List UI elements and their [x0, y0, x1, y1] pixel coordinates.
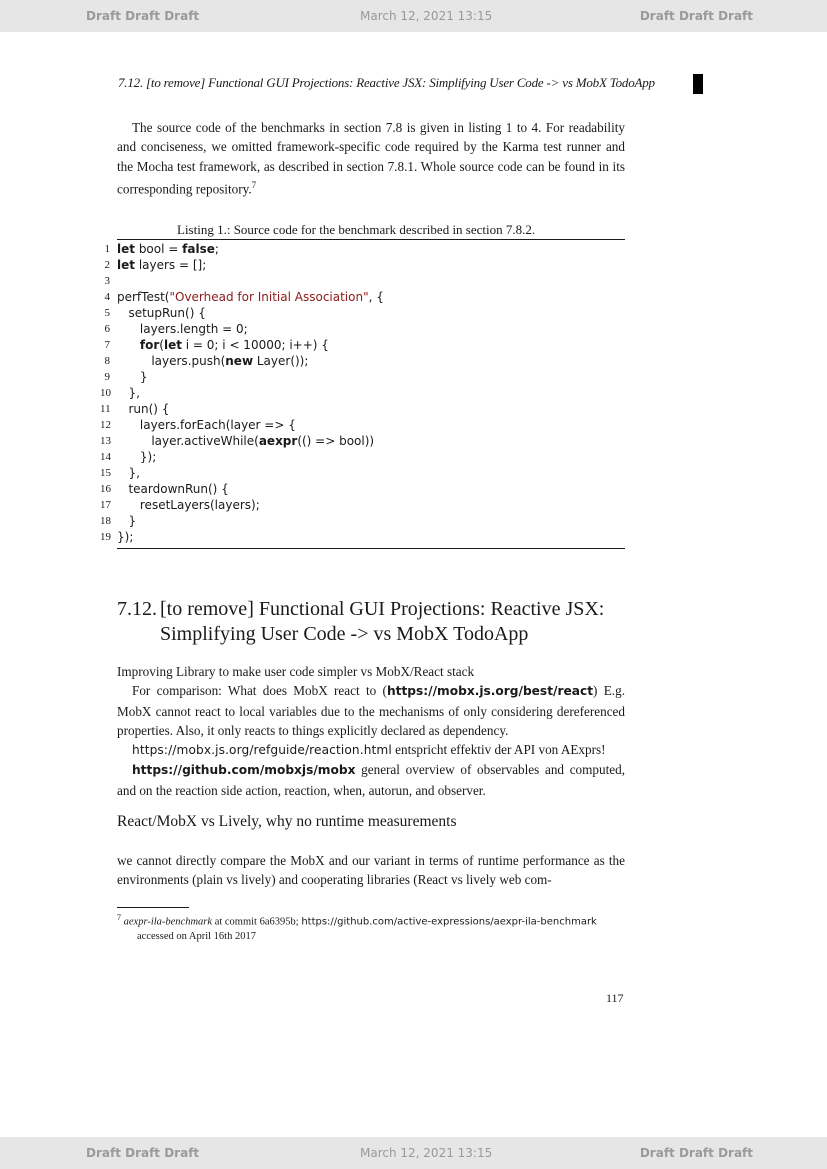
line-number: 19: [100, 531, 111, 543]
line-number: 16: [100, 483, 111, 495]
line-number: 18: [100, 515, 111, 527]
code-listing: [100, 241, 625, 545]
code-line: [100, 513, 625, 529]
code-text: layers.push(new Layer());: [117, 354, 309, 368]
code-text: layers.forEach(layer => {: [117, 418, 296, 432]
code-text: });: [117, 530, 134, 544]
line-number: 17: [100, 499, 111, 511]
code-line: [100, 449, 625, 465]
footnote-repo-name: aexpr-ila-benchmark: [123, 916, 213, 928]
code-text: setupRun() {: [117, 306, 206, 320]
footnote-mark: 7: [117, 913, 121, 922]
body-paragraph-2: [117, 681, 625, 740]
subsection-heading: React/MobX vs Lively, why no runtime measurements: [117, 813, 457, 830]
listing-bottom-rule: [117, 548, 625, 549]
draft-date: March 12, 2021 13:15: [360, 1146, 493, 1160]
listing-caption: Listing 1.: Source code for the benchmark described in section 7.8.2.: [177, 222, 536, 237]
line-number: 9: [104, 371, 110, 383]
section-body-2: [117, 851, 625, 890]
code-line: [100, 481, 625, 497]
code-line: [100, 465, 625, 481]
draft-label-right: Draft Draft Draft: [639, 9, 753, 23]
intro-paragraph: [117, 118, 625, 199]
draft-date: March 12, 2021 13:15: [360, 9, 493, 23]
code-text: },: [117, 466, 140, 480]
code-line: [100, 273, 625, 289]
code-line: [100, 417, 625, 433]
body-p2-post: ) E.g. MobX cannot react to local variables due to the mechanisms of only considering dereferenced properties. Also, it only reacts to things explicitly declared as dependency.: [117, 683, 625, 738]
code-line: [100, 353, 625, 369]
code-line: [100, 257, 625, 273]
line-number: 7: [104, 339, 110, 351]
code-text: }: [117, 514, 137, 528]
body2-paragraph: we cannot directly compare the MobX and our variant in terms of runtime performance as the environments (plain vs lively) and cooperating libraries (React vs lively web com-: [117, 853, 625, 888]
section-title-line2: Simplifying User Code -> vs MobX TodoApp: [160, 623, 529, 645]
body-p3-post: entspricht effektiv der API von AExprs!: [391, 742, 606, 758]
body-paragraph-3: [117, 740, 625, 760]
body-p4-post: general overview of observables and computed, and on the reaction side action, reaction, when, autorun, and observer.: [117, 762, 625, 798]
footnote-commit: at commit 6a6395b;: [212, 916, 302, 928]
code-line: [100, 289, 625, 305]
line-number: 14: [100, 451, 111, 463]
line-number: 3: [104, 275, 110, 287]
code-text: teardownRun() {: [117, 482, 229, 496]
line-number: 13: [100, 435, 111, 447]
code-line: [100, 305, 625, 321]
running-head: 7.12. [to remove] Functional GUI Projections: Reactive JSX: Simplifying User Code -> vs MobX TodoApp: [118, 75, 655, 90]
mobx-react-link[interactable]: https://mobx.js.org/best/react: [386, 684, 594, 699]
code-line: [100, 401, 625, 417]
line-number: 6: [104, 323, 110, 335]
code-line: [100, 497, 625, 513]
draft-footer-band: [0, 1137, 827, 1169]
code-line: [100, 321, 625, 337]
mobx-github-link[interactable]: https://github.com/mobxjs/mobx: [132, 763, 356, 778]
code-text: });: [117, 450, 157, 464]
section-body: [117, 662, 625, 800]
code-line: [100, 433, 625, 449]
code-line: [100, 241, 625, 257]
code-text: let bool = false;: [117, 242, 219, 256]
code-text: run() {: [117, 402, 170, 416]
section-title-line1: [to remove] Functional GUI Projections: Reactive JSX:: [160, 598, 605, 620]
code-line: [100, 385, 625, 401]
code-text: resetLayers(layers);: [117, 498, 260, 512]
code-text: }: [117, 370, 148, 384]
footnote-accessed: accessed on April 16th 2017: [137, 930, 256, 942]
body-paragraph-4: [117, 760, 625, 800]
draft-label-left: Draft Draft Draft: [86, 9, 200, 23]
code-text: },: [117, 386, 140, 400]
body-p2-pre: For comparison: What does MobX react to (: [132, 683, 387, 699]
footnote-ref[interactable]: 7: [251, 179, 257, 190]
line-number: 11: [100, 403, 111, 415]
line-number: 8: [104, 355, 110, 367]
draft-header-band: [0, 0, 827, 32]
footnote-url[interactable]: https://github.com/active-expressions/aexpr-ila-benchmark: [301, 916, 597, 928]
body-paragraph-1: Improving Library to make user code simpler vs MobX/React stack: [117, 664, 475, 679]
code-line: [100, 337, 625, 353]
draft-label-left: Draft Draft Draft: [86, 1146, 200, 1160]
page-number: 117: [606, 991, 624, 1005]
line-number: 1: [104, 243, 110, 255]
code-line: [100, 529, 625, 545]
mobx-reaction-link[interactable]: https://mobx.js.org/refguide/reaction.html: [132, 743, 392, 758]
footnote-rule: [117, 907, 189, 908]
line-number: 12: [100, 419, 111, 431]
code-line: [100, 369, 625, 385]
code-text: perfTest("Overhead for Initial Association", {: [117, 290, 384, 304]
line-number: 15: [100, 467, 111, 479]
section-number: 7.12.: [117, 598, 157, 620]
line-number: 4: [104, 291, 110, 303]
intro-text: The source code of the benchmarks in section 7.8 is given in listing 1 to 4. For readability and conciseness, we omitted framework-specific code required by the Karma test runner and the Mocha test framework, as described in section 7.8.1. Whole source code can be found in its corresponding repository.: [117, 120, 625, 197]
code-text: for(let i = 0; i < 10000; i++) {: [139, 338, 329, 352]
code-text: layers.length = 0;: [117, 322, 248, 336]
line-number: 2: [104, 259, 110, 271]
code-text: let layers = [];: [117, 258, 207, 272]
draft-label-right: Draft Draft Draft: [639, 1146, 753, 1160]
line-number: 5: [104, 307, 110, 319]
line-number: 10: [100, 387, 111, 399]
listing-top-rule: [117, 239, 625, 240]
footnote: [117, 911, 625, 944]
cursor-block: [693, 74, 703, 94]
code-text: layer.activeWhile(aexpr(() => bool)): [117, 434, 375, 448]
